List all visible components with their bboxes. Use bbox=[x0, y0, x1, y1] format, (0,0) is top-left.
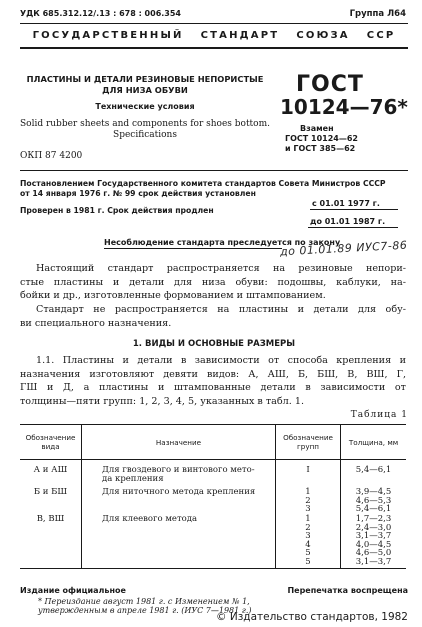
header-type: Обозначение вида bbox=[20, 425, 82, 460]
thickness-value: 4,0—4,5 bbox=[355, 539, 392, 550]
thickness-value: 2,4—3,0 bbox=[355, 522, 392, 533]
section-paragraph bbox=[20, 354, 406, 408]
banner-rule bbox=[20, 47, 408, 49]
group-value: 1 bbox=[305, 487, 311, 498]
purpose-line: Для клеевого метода bbox=[102, 513, 198, 524]
cell-thickness bbox=[341, 483, 407, 514]
header-thickness: Толщина, мм bbox=[341, 425, 407, 460]
extended-date-underline bbox=[308, 227, 398, 228]
table-caption: Таблица 1 bbox=[350, 410, 408, 420]
table-row bbox=[20, 483, 406, 514]
section-heading: 1. ВИДЫ И ОСНОВНЫЕ РАЗМЕРЫ bbox=[132, 339, 296, 349]
cell-purpose bbox=[82, 514, 276, 558]
title-en-line2: Specifications bbox=[113, 130, 177, 140]
cell-type: В, ВШ bbox=[36, 513, 65, 524]
purpose-line: Для гвоздевого и винтового мето- bbox=[102, 465, 255, 475]
group-value: 2 bbox=[305, 522, 311, 533]
cell-group bbox=[276, 514, 341, 558]
group-value: 3 bbox=[305, 531, 311, 542]
cell-group bbox=[276, 483, 341, 514]
cell-purpose bbox=[82, 483, 276, 514]
group-value: 2 bbox=[305, 495, 311, 506]
effective-date: с 01.01 1977 г. bbox=[312, 199, 380, 208]
table-row bbox=[20, 460, 406, 484]
top-rule bbox=[20, 23, 408, 24]
decree-line1: Постановлением Государственного комитета стандартов Совета Министров СССР bbox=[20, 179, 386, 188]
group-value: 4 bbox=[305, 539, 311, 550]
header-purpose: Назначение bbox=[82, 425, 276, 460]
extended-date: до 01.01 1987 г. bbox=[310, 217, 386, 226]
intro-line: ви специального назначения. bbox=[20, 317, 172, 329]
reprint-prohibited: Перепечатка воспрещена bbox=[287, 586, 408, 595]
thickness-value: 3,1—3,7 bbox=[355, 531, 392, 542]
replaces-gost-1: ГОСТ 10124—62 bbox=[285, 134, 358, 143]
intro-paragraph-1 bbox=[20, 262, 406, 303]
cell-type bbox=[20, 558, 82, 568]
title-ru-line2: ДЛЯ НИЗА ОБУВИ bbox=[102, 85, 188, 95]
thickness-value: 4,6—5,0 bbox=[355, 548, 392, 559]
title-en-line1: Solid rubber sheets and components for shoes bottom. bbox=[20, 119, 270, 129]
table-row bbox=[20, 558, 406, 568]
section-line: назначения изготовляют девяти видов: А, АШ, Б, БШ, В, ВШ, Г, bbox=[20, 368, 406, 380]
gost-label: ГОСТ bbox=[296, 72, 364, 97]
intro-paragraph-2 bbox=[20, 303, 406, 330]
cell-thickness: 3,1—3,7 bbox=[341, 558, 407, 568]
state-standard-banner: ГОСУДАРСТВЕННЫЙ СТАНДАРТ СОЮЗА ССР bbox=[32, 30, 396, 41]
group-value: 3 bbox=[305, 504, 311, 515]
cell-type: Б и БШ bbox=[33, 487, 68, 498]
cell-thickness: 5,4—6,1 bbox=[341, 460, 407, 484]
cell-thickness bbox=[341, 514, 407, 558]
law-warning: Несоблюдение стандарта преследуется по закону bbox=[104, 238, 341, 247]
replaces-label: Взамен bbox=[300, 124, 334, 133]
thickness-value: 5,4—6,1 bbox=[355, 504, 392, 515]
group-value: 5 bbox=[305, 548, 311, 559]
law-warning-underline bbox=[104, 248, 282, 249]
intro-line: Настоящий стандарт распространяется на резиновые непори- bbox=[36, 263, 406, 274]
group-value: 1 bbox=[305, 513, 311, 524]
cell-purpose bbox=[82, 558, 276, 568]
cell-group: 5 bbox=[276, 558, 341, 568]
subtitle: Технические условия bbox=[95, 102, 195, 111]
thickness-value: 4,6—5,3 bbox=[355, 495, 392, 506]
section-line: ГШ и Д, а пластины и штампованные детали в зависимости от bbox=[20, 382, 406, 393]
gost-number: 10124—76* bbox=[280, 95, 408, 119]
udk-code: УДК 685.312.12/.13 : 678 : 006.354 bbox=[20, 9, 181, 18]
header-groups: Обозначение групп bbox=[276, 425, 341, 460]
section-line: толщины—пяти групп: 1, 2, 3, 4, 5, указанных в табл. 1. bbox=[20, 395, 305, 407]
replaces-gost-2: и ГОСТ 385—62 bbox=[285, 144, 356, 153]
checked-line: Проверен в 1981 г. Срок действия продлен bbox=[20, 206, 214, 215]
types-table bbox=[20, 424, 406, 569]
handwritten-note: до 01.01.89 ИУС7-86 bbox=[279, 238, 408, 259]
cell-type: А и АШ bbox=[33, 465, 68, 475]
purpose-line: да крепления bbox=[102, 473, 164, 484]
cell-purpose bbox=[82, 460, 276, 484]
group-code: Группа Л64 bbox=[349, 9, 406, 19]
intro-line: стые пластины и детали для низа обуви: подошвы, каблуки, на- bbox=[20, 276, 406, 288]
cell-group: I bbox=[276, 460, 341, 484]
thickness-value: 3,9—4,5 bbox=[355, 487, 392, 498]
footnote-line1: * Переиздание август 1981 г. с Изменением № 1, bbox=[38, 597, 250, 606]
intro-line: Стандарт не распространяется на пластины и детали для обу- bbox=[36, 304, 406, 315]
table-header-row bbox=[20, 425, 406, 460]
table-row bbox=[20, 514, 406, 558]
official-edition: Издание официальное bbox=[20, 586, 126, 595]
footnote-line2: утвержденным в апреле 1981 г. (ИУС 7—1981 г.) bbox=[38, 606, 252, 615]
okp-code: ОКП 87 4200 bbox=[20, 151, 83, 161]
purpose-line: Для ниточного метода крепления bbox=[102, 487, 256, 498]
decree-line2: от 14 января 1976 г. № 99 срок действия установлен bbox=[20, 189, 256, 198]
thickness-value: 1,7—2,3 bbox=[355, 513, 392, 524]
title-ru-line1: ПЛАСТИНЫ И ДЕТАЛИ РЕЗИНОВЫЕ НЕПОРИСТЫЕ bbox=[26, 74, 264, 84]
copyright: © Издательство стандартов, 1982 bbox=[216, 611, 408, 623]
effective-date-underline bbox=[310, 209, 398, 210]
title-rule bbox=[20, 170, 408, 171]
intro-line: бойки и др., изготовленные формованием и штампованием. bbox=[20, 290, 326, 301]
section-line: 1.1. Пластины и детали в зависимости от способа крепления и bbox=[36, 355, 406, 366]
